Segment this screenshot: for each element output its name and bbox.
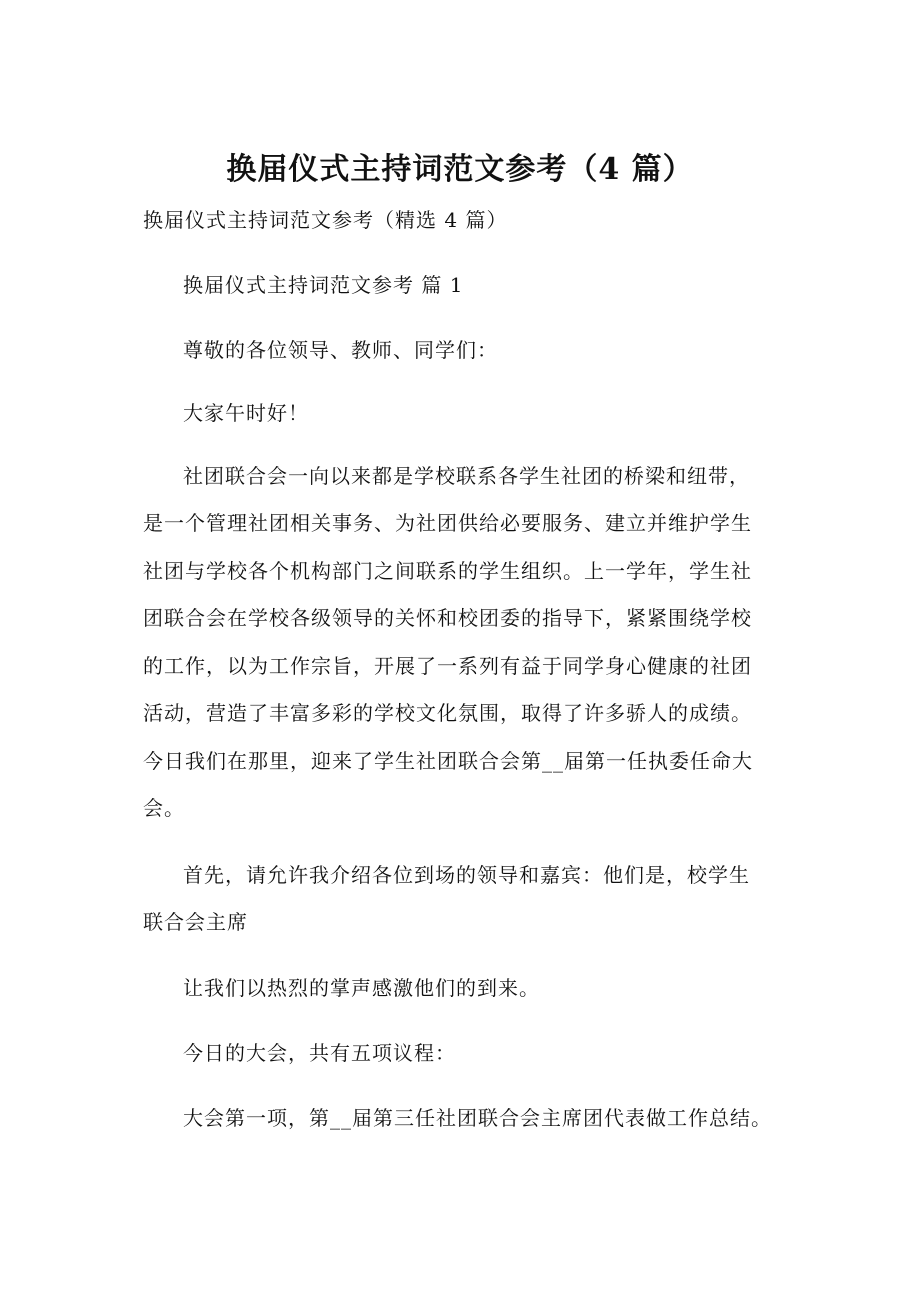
section-heading: 换届仪式主持词范文参考 篇 1 bbox=[183, 273, 464, 297]
document-subtitle: 换届仪式主持词范文参考（精选 4 篇） bbox=[143, 208, 508, 232]
paragraph-3: 让我们以热烈的掌声感激他们的到来。 bbox=[183, 976, 540, 1000]
paragraph-2-line: 首先，请允许我介绍各位到场的领导和嘉宾：他们是，校学生 bbox=[183, 863, 750, 887]
document-title: 换届仪式主持词范文参考（4 篇） bbox=[226, 152, 694, 187]
paragraph-1-line: 社团与学校各个机构部门之间联系的学生组织。上一学年，学生社 bbox=[143, 559, 752, 583]
paragraph-1-line: 社团联合会一向以来都是学校联系各学生社团的桥梁和纽带， bbox=[183, 464, 750, 488]
paragraph-1-line: 今日我们在那里，迎来了学生社团联合会第__届第一任执委任命大 bbox=[143, 749, 753, 773]
paragraph-5: 大会第一项，第__届第三任社团联合会主席团代表做工作总结。 bbox=[183, 1106, 772, 1130]
hello-line: 大家午时好！ bbox=[183, 401, 309, 425]
paragraph-1-line: 团联合会在学校各级领导的关怀和校团委的指导下，紧紧围绕学校 bbox=[143, 606, 752, 630]
paragraph-2-line: 联合会主席 bbox=[143, 910, 248, 934]
paragraph-1-line: 的工作，以为工作宗旨，开展了一系列有益于同学身心健康的社团 bbox=[143, 654, 752, 678]
greeting-line: 尊敬的各位领导、教师、同学们： bbox=[183, 338, 498, 362]
paragraph-1-line: 会。 bbox=[143, 796, 185, 820]
paragraph-4: 今日的大会，共有五项议程： bbox=[183, 1041, 456, 1065]
paragraph-1-line: 是一个管理社团相关事务、为社团供给必要服务、建立并维护学生 bbox=[143, 511, 752, 535]
paragraph-1-line: 活动，营造了丰富多彩的学校文化氛围，取得了许多骄人的成绩。 bbox=[143, 701, 752, 725]
